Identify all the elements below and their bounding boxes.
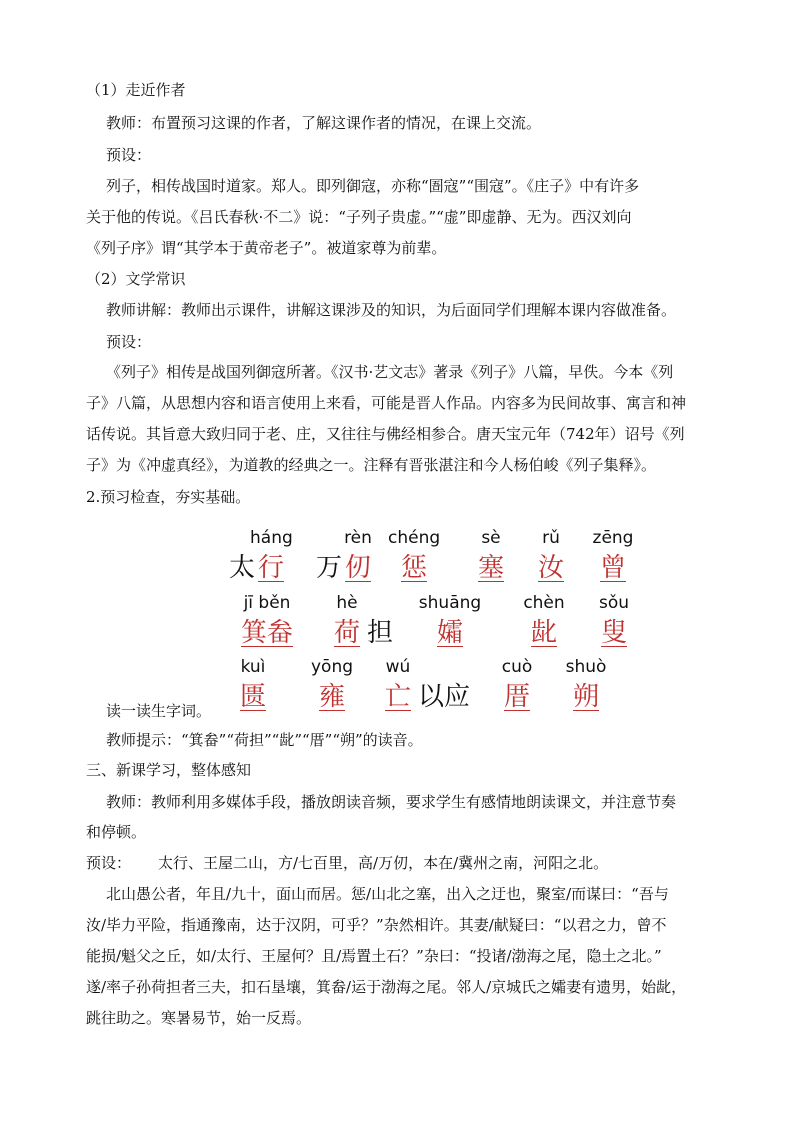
pinyin-item bbox=[233, 656, 273, 718]
vocab-char: 厝 bbox=[503, 682, 530, 712]
pinyin-text: háng bbox=[250, 528, 293, 548]
pinyin-text: hè bbox=[336, 593, 358, 613]
plain-char: 以应 bbox=[418, 682, 471, 712]
pinyin-item bbox=[592, 592, 636, 654]
vocab-char: 仞 bbox=[344, 553, 371, 583]
vocab-char: 塞 bbox=[477, 553, 504, 583]
vocab-char: 曾 bbox=[599, 553, 626, 583]
paragraph-line: 《列子序》谓“其学本于黄帝老子”。被道家尊为前辈。 bbox=[86, 239, 447, 257]
preview-check-title: 2.预习检查，夯实基础。 bbox=[86, 488, 251, 506]
pinyin-item bbox=[304, 656, 360, 718]
pinyin-text: rǔ bbox=[542, 528, 560, 548]
pinyin-item bbox=[470, 527, 512, 589]
pinyin-text: sǒu bbox=[598, 593, 630, 613]
vocab-char: 惩 bbox=[400, 553, 427, 583]
plain-char: 太 bbox=[229, 553, 256, 583]
pinyin-item bbox=[530, 527, 572, 589]
read-words-instruction: 读一读生字词。 bbox=[106, 702, 212, 720]
pinyin-text: shuāng bbox=[418, 593, 482, 613]
pinyin-item bbox=[560, 656, 612, 718]
preset-label: 预设： bbox=[86, 854, 132, 872]
paragraph-line: 子》八篇，从思想内容和语言使用上来看，可能是晋人作品。内容多为民间故事、寓言和神 bbox=[86, 394, 687, 412]
vocab-char: 孀 bbox=[436, 618, 463, 648]
pinyin-item bbox=[327, 592, 367, 654]
plain-char: 万 bbox=[316, 553, 343, 583]
vocab-char: 亡 bbox=[384, 682, 411, 712]
pinyin-text: yōng bbox=[310, 657, 354, 677]
teacher-instruction: 教师讲解：教师出示课件，讲解这课涉及的知识，为后面同学们理解本课内容做准备。 bbox=[106, 301, 677, 319]
pinyin-item bbox=[518, 592, 570, 654]
vocab-char: 箕畚 bbox=[240, 618, 293, 648]
pinyin-text: rèn bbox=[344, 528, 372, 548]
paragraph-line: 北山愚公者，年且/九十，面山而居。惩/山北之塞，出入之迂也，聚室/而谋曰：“吾与 bbox=[106, 885, 669, 903]
section-heading-literature: （2）文学常识 bbox=[86, 270, 186, 288]
paragraph-line: 汝/毕力平险，指通豫南，达于汉阴，可乎？”杂然相许。其妻/献疑曰：“以君之力，曾不 bbox=[86, 916, 667, 934]
pinyin-item bbox=[590, 527, 636, 589]
paragraph-line: 关于他的传说。《吕氏春秋·不二》说：“子列子贵虚。”“虚”即虚静、无为。西汉刘向 bbox=[86, 208, 632, 226]
vocab-char: 行 bbox=[257, 553, 284, 583]
vocab-char: 朔 bbox=[572, 682, 599, 712]
paragraph-line: 跳往助之。寒暑易节，始一反焉。 bbox=[86, 1009, 312, 1027]
vocab-char: 龀 bbox=[530, 618, 557, 648]
pinyin-text: sè bbox=[481, 528, 501, 548]
pinyin-item bbox=[250, 527, 292, 589]
section-heading-new-lesson: 三、新课学习，整体感知 bbox=[86, 761, 252, 779]
pinyin-text: wú bbox=[385, 657, 411, 677]
pinyin-text: chéng bbox=[388, 528, 441, 548]
pinyin-item bbox=[236, 592, 298, 654]
pinyin-item bbox=[378, 656, 418, 718]
vocab-char: 匮 bbox=[239, 682, 266, 712]
pinyin-item bbox=[388, 527, 440, 589]
vocab-char: 汝 bbox=[537, 553, 564, 583]
pinyin-item bbox=[337, 527, 379, 589]
paragraph-line: 列子，相传战国时道家。郑人。即列御寇，亦称“圄寇”“围寇”。《庄子》中有许多 bbox=[106, 177, 640, 195]
pinyin-text: jī běn bbox=[243, 593, 291, 613]
teacher-instruction: 教师：布置预习这课的作者，了解这课作者的情况，在课上交流。 bbox=[106, 114, 542, 132]
preset-label: 预设： bbox=[106, 146, 152, 164]
pinyin-text: shuò bbox=[565, 657, 607, 677]
section-heading-author: （1）走近作者 bbox=[86, 81, 186, 99]
preset-label: 预设： bbox=[106, 333, 152, 351]
paragraph-line: 能损/魁父之丘，如/太行、王屋何？且/焉置土石？”杂曰：“投诸/渤海之尾，隐土之北。” bbox=[86, 947, 662, 965]
paragraph-line: 子》为《冲虚真经》，为道教的经典之一。注释有晋张湛注和今人杨伯峻《列子集释》。 bbox=[86, 456, 657, 474]
pinyin-item bbox=[414, 592, 486, 654]
plain-char: 担 bbox=[367, 618, 394, 648]
pinyin-text: kuì bbox=[240, 657, 266, 677]
paragraph-line: 遂/率子孙荷担者三夫，扣石垦壤，箕畚/运于渤海之尾。邻人/京城氏之孀妻有遗男，始龀， bbox=[86, 978, 687, 996]
pinyin-text: cuò bbox=[501, 657, 533, 677]
pinyin-text: zēng bbox=[592, 528, 634, 548]
vocab-char: 雍 bbox=[318, 682, 345, 712]
teacher-instruction: 教师：教师利用多媒体手段，播放朗读音频，要求学生有感情地朗读课文，并注意节奏 bbox=[106, 793, 677, 811]
pinyin-item bbox=[496, 656, 538, 718]
teacher-instruction: 和停顿。 bbox=[86, 823, 147, 841]
paragraph-line: 太行、王屋二山，方/七百里，高/万仞，本在/冀州之南，河阳之北。 bbox=[158, 854, 609, 872]
pinyin-text: chèn bbox=[523, 593, 565, 613]
teacher-hint: 教师提示：“箕畚”“荷担”“龀”“厝”“朔”的读音。 bbox=[106, 731, 423, 749]
pinyin-row-2 bbox=[0, 592, 794, 654]
paragraph-line: 话传说。其旨意大致归同于老、庄，又往往与佛经相参合。唐天宝元年（742年）诏号《列 bbox=[86, 425, 685, 443]
vocab-char: 叟 bbox=[600, 618, 627, 648]
paragraph-line: 《列子》相传是战国列御寇所著。《汉书·艺文志》著录《列子》八篇，早佚。今本《列 bbox=[106, 363, 674, 381]
pinyin-row-1 bbox=[0, 527, 794, 589]
vocab-char: 荷 bbox=[333, 618, 360, 648]
